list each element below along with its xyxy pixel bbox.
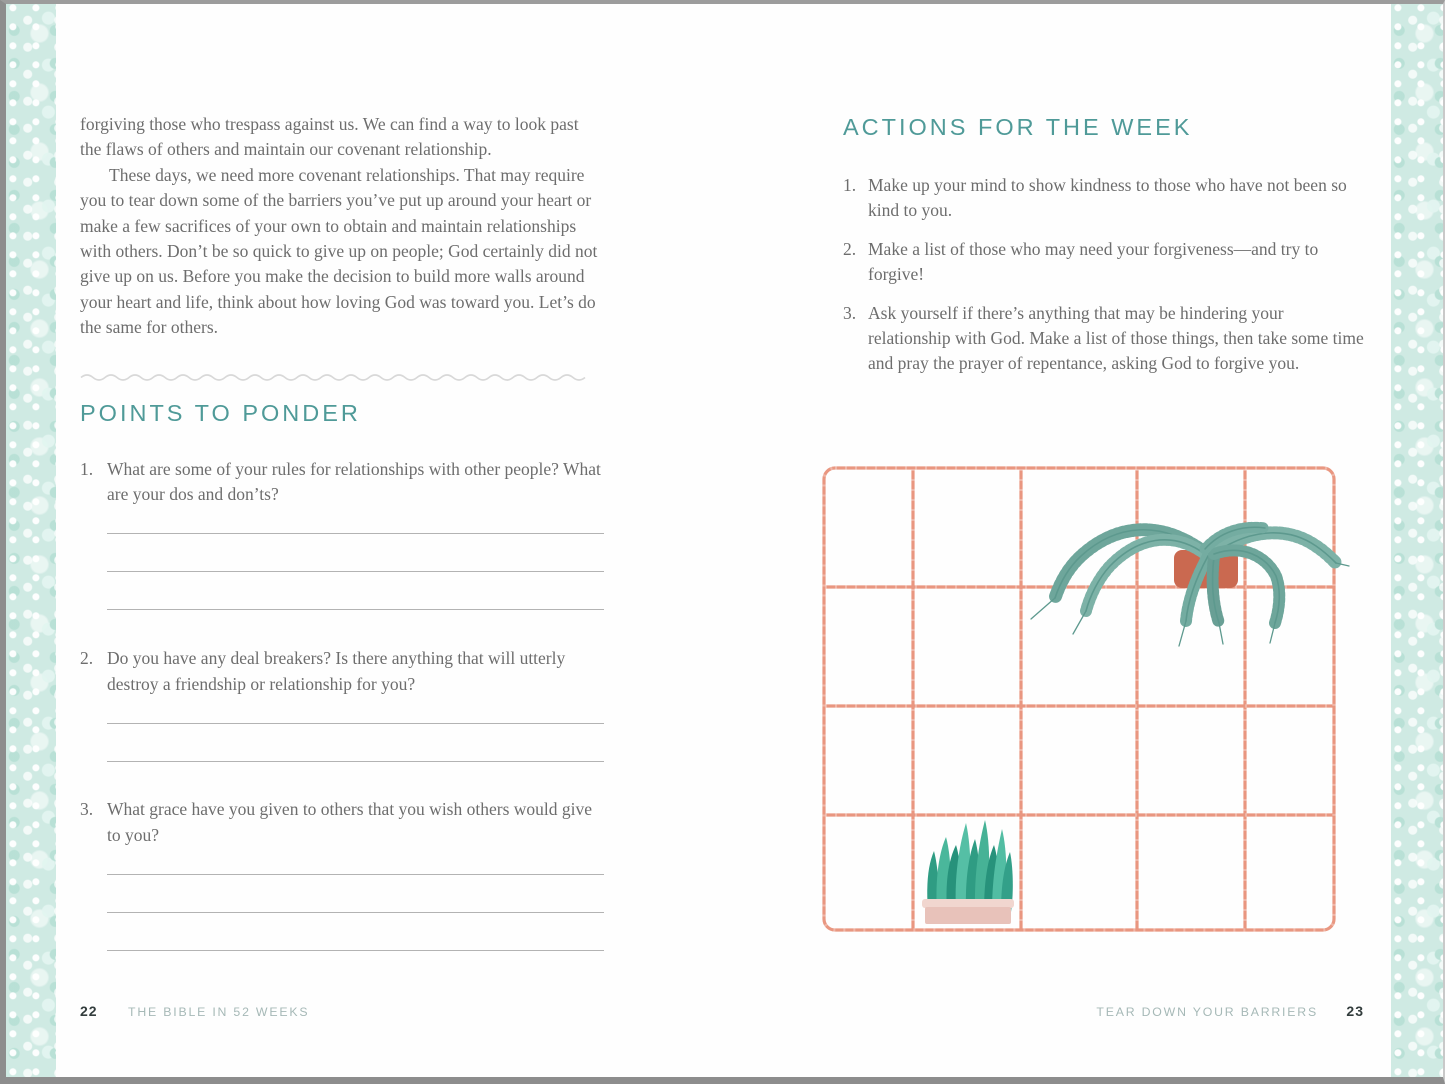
wall-grid-illustration	[822, 466, 1336, 936]
action-text: Make up your mind to show kindness to those who have not been so kind to you.	[868, 175, 1347, 221]
page-left	[80, 112, 604, 951]
snake-plant-illustration	[922, 820, 1014, 924]
action-item	[843, 237, 1364, 288]
question-item	[80, 797, 604, 951]
action-number: 2.	[843, 238, 857, 259]
action-item	[843, 301, 1364, 377]
section-heading-points-to-ponder: POINTS TO PONDER	[80, 399, 361, 426]
question-item	[80, 646, 604, 762]
question-number: 3.	[80, 799, 94, 820]
footer-left	[80, 1003, 309, 1021]
answer-line	[107, 848, 604, 875]
action-number: 3.	[843, 302, 857, 323]
question-text: What grace have you given to others that you wish others would give to you?	[107, 799, 593, 845]
wavy-divider	[80, 371, 603, 382]
action-number: 1.	[843, 175, 857, 195]
footer-right	[843, 1003, 1364, 1021]
pink-pot-rim	[922, 899, 1014, 908]
question-number: 2.	[80, 648, 94, 669]
action-text: Make a list of those who may need your forgiveness—and try to forgive!	[868, 238, 1319, 285]
answer-line	[107, 697, 604, 724]
page-number: 22	[80, 1003, 98, 1019]
pink-pot	[925, 907, 1011, 924]
decorative-border-left	[6, 4, 56, 1077]
answer-line	[107, 572, 604, 610]
page-right	[843, 110, 1364, 390]
question-item	[80, 457, 604, 611]
answer-line	[107, 534, 604, 572]
page-number: 23	[1346, 1003, 1364, 1019]
answer-line	[107, 724, 604, 762]
question-text: What are some of your rules for relationships with other people? What are your dos and don’ts?	[107, 458, 601, 505]
running-title: THE BIBLE IN 52 WEEKS	[128, 1005, 310, 1019]
body-paragraph-continued: forgiving those who trespass against us. We can find a way to look past the flaws of others and maintain our covenant relationship.	[80, 114, 579, 160]
decorative-border-right	[1391, 4, 1443, 1077]
question-number: 1.	[80, 458, 94, 479]
question-text: Do you have any deal breakers? Is there anything that will utterly destroy a friendship or relationship for you?	[107, 648, 566, 694]
action-text: Ask yourself if there’s anything that may be hindering your relationship with God. Make a list of those things, then take some time and pray the prayer of repentance, asking God to forgive you.	[868, 302, 1364, 374]
body-paragraph: These days, we need more covenant relationships. That may require you to tear down some of the barriers you’ve put up around your heart or make a few sacrifices of your own to obtain and maintain relationships with others. Don’t be so quick to give up on people; God certainly did not give up on us. Before you make the decision to build more walls around your heart and life, think about how loving God was toward you. Let’s do the same for others.	[80, 164, 598, 338]
questions-list	[80, 457, 604, 951]
action-item	[843, 173, 1364, 224]
answer-line	[107, 875, 604, 913]
answer-line	[107, 913, 604, 951]
answer-line	[107, 507, 604, 534]
actions-list	[843, 173, 1364, 377]
section-heading-actions-for-the-week: ACTIONS FOR THE WEEK	[843, 114, 1193, 140]
running-title: TEAR DOWN YOUR BARRIERS	[1096, 1005, 1318, 1019]
